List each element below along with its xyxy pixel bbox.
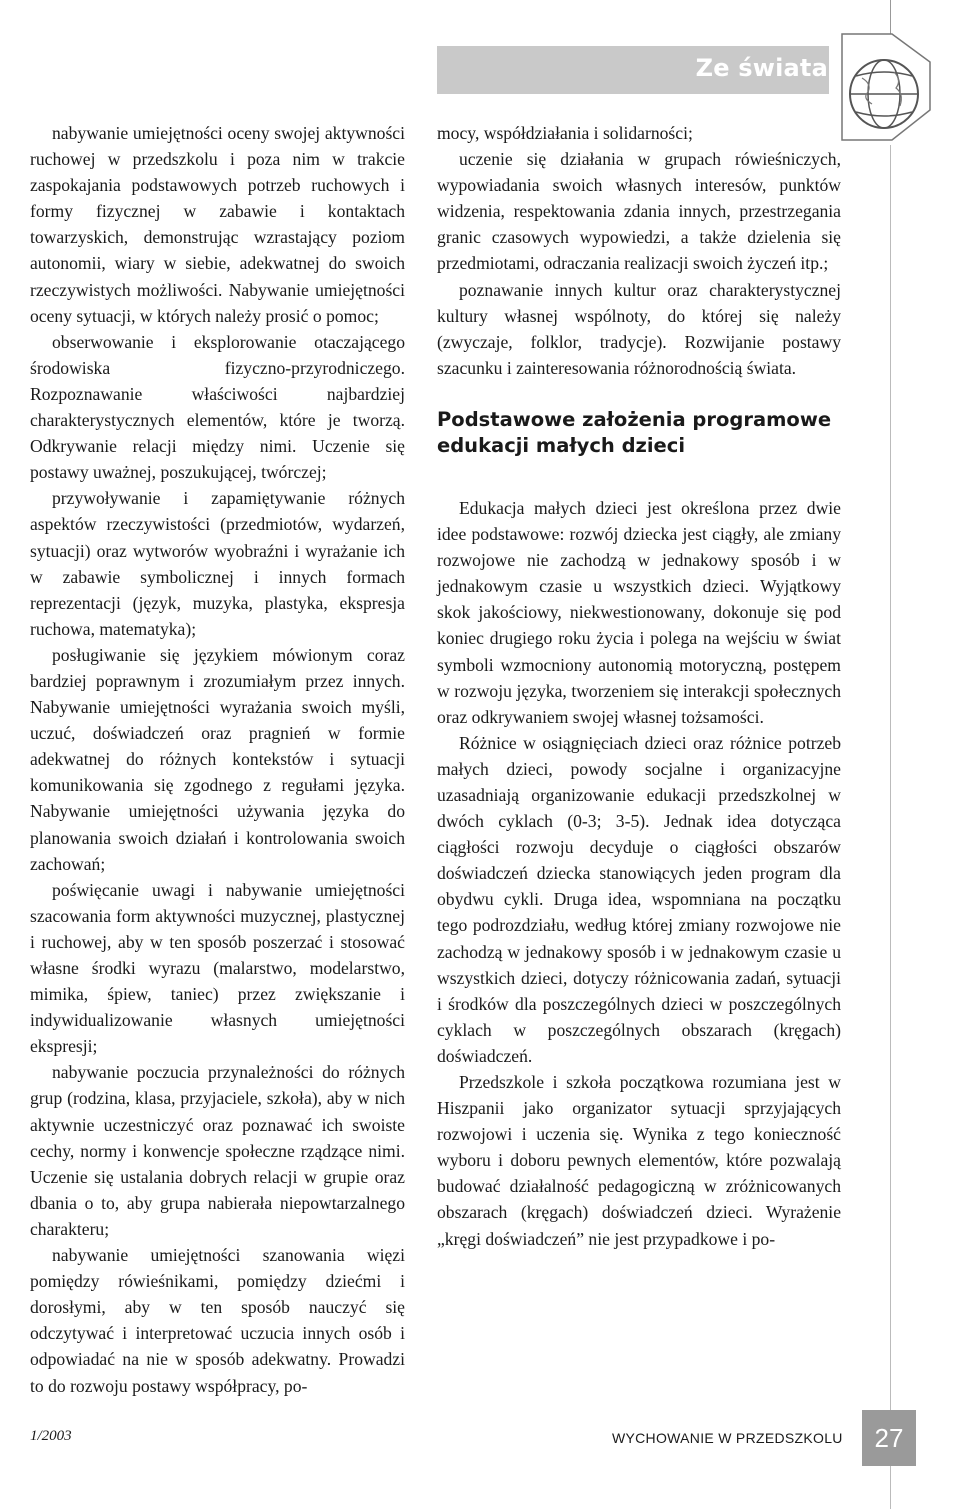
paragraph: Edukacja małych dzieci jest określona przez dwie idee podstawowe: rozwój dziecka jest ciągły, ale zmiany rozwojowe nie zachodzą w jednakowy sposób i w jednakowym czasie u wszystkich dzieci. Wyjątkowy skok jakościowy, niekwestionowany, dokonuje się pod koniec drugiego roku życia i polega na wejściu w świat symboli wzmocniony autonomią motoryczną, postępem w rozwoju języka, tworzeniem się interakcji społecznych oraz odkrywaniem swojej własnej tożsamości.: [437, 497, 841, 727]
paragraph: przywoływanie i zapamiętywanie różnych aspektów rzeczywistości (przedmiotów, wydarzeń, sytuacji) oraz wytworów wyobraźni i wyrażanie ich w zabawie symbolicznej i innych formach reprezentacji (język, muzyka, plastyka, ekspresja ruchowa, matematyka);: [30, 488, 405, 639]
paragraph: nabywanie umiejętności oceny swojej aktywności ruchowej w przedszkolu i poza nim w trakcie zaspokajania podstawowych potrzeb ruchowych i formy fizycznej w zabawie i kontaktach towarzyskich, demonstrując wzrastający poziom autonomii, wiary w siebie, adekwatnej do swoich rzeczywistych możliwości. Nabywanie umiejętności oceny sytuacji, w których należy prosić o pomoc;: [30, 123, 405, 326]
globe-icon: [832, 32, 932, 142]
paragraph: mocy, współdziałania i solidarności;: [437, 123, 693, 143]
paragraph: Przedszkole i szkoła początkowa rozumiana jest w Hiszpanii jako organizator sytuacji sprzyjających rozwojowi i uczenia się. Wynika z tego konieczność wyboru i doboru pewnych elementów, które pozwalają budować działalność pedagogiczną w zróżnicowanych obszarach (kręgach) doświadczeń dzieci. Wyrażenie „kręgi doświadczeń” nie jest przypadkowe i po-: [437, 1072, 841, 1249]
top-rule: [890, 0, 891, 34]
page-number: 27: [862, 1410, 916, 1466]
paragraph: posługiwanie się językiem mówionym coraz bardziej poprawnym i zrozumiałym przez innych. Nabywanie umiejętności wyrażania swoich myśli, uczuć, doświadczeń oraz pragnień w formie adekwatnej do różnych kontekstów i sytuacji komunikowania się zgodnego z regułami języka. Nabywanie umiejętności używania języka do planowania swoich działań i kontrolowania swoich zachowań;: [30, 644, 405, 874]
section-title: Ze świata: [695, 54, 828, 82]
paragraph: nabywanie poczucia przynależności do różnych grup (rodzina, klasa, przyjaciele, szkoła), aby w nich aktywnie uczestniczyć oraz poznawać ich swoiste cechy, normy i konwencje społeczne rządzące nimi. Uczenie się ustalania dobrych relacji w grupie oraz dbania o to, aby grupa nabierała niepowtarzalnego charakteru;: [30, 1062, 405, 1239]
issue-number: 1/2003: [30, 1428, 72, 1444]
paragraph: poznawanie innych kultur oraz charakterystycznej kultury własnej wspólnoty, do której się należy (zwyczaje, folklor, tradycje). Rozwijanie postawy szacunku i zainteresowania różnorodnością świata.: [437, 279, 841, 378]
paragraph: obserwowanie i eksplorowanie otaczającego środowiska fizyczno-przyrodniczego. Rozpoznawanie właściwości najbardziej charakterystycznych elementów, które je tworzą. Odkrywanie relacji między nimi. Uczenie się postawy uważnej, poszukującej, twórczej;: [30, 331, 405, 483]
right-column: [437, 120, 841, 1252]
right-margin-rule: [890, 145, 891, 1509]
paragraph: uczenie się działania w grupach rówieśniczych, wypowiadania swoich własnych interesów, punktów widzenia, respektowania zdania innych, przestrzegania granic czasowych wypowiedzi, a także dzielenia się przedmiotami, odraczania realizacji swoich życzeń itp.;: [437, 149, 841, 274]
journal-name: WYCHOWANIE W PRZEDSZKOLU: [612, 1430, 843, 1446]
section-heading: Podstawowe założenia programowe edukacji małych dzieci: [437, 407, 832, 457]
paragraph: Różnice w osiągnięciach dzieci oraz różnice potrzeb małych dzieci, powody socjalne i organizacyjne uzasadniają organizowanie edukacji przedszkolnej w dwóch cyklach (0-3; 3-5). Jednak idea dotycząca ciągłości rozwoju decyduje o ciągłości obszarów doświadczeń dziecka stanowiących jeden program dla obydwu cykli. Druga idea, wspomniana na początku tego podrozdziału, według której zmiany rozwojowe nie zachodzą w jednakowy sposób i w jednakowym czasie u wszystkich dzieci, dotyczy różnicowania zadań, sytuacji i środków dla poszczególnych dzieci w poszczególnych cyklach w poszczególnych obszarach (kręgach) doświadczeń.: [437, 732, 841, 1066]
left-column: [30, 120, 405, 1399]
paragraph: nabywanie umiejętności szanowania więzi pomiędzy rówieśnikami, pomiędzy dziećmi i dorosłymi, aby w ten sposób nauczyć się odczytywać i interpretować uczucia innych osób i odpowiadać na nie w sposób adekwatny. Prowadzi to do rozwoju postawy współpracy, po-: [30, 1245, 405, 1396]
paragraph: poświęcanie uwagi i nabywanie umiejętności szacowania form aktywności muzycznej, plastycznej i ruchowej, aby w ten sposób poszerzać i stosować własne środki wyrazu (malarstwo, modelarstwo, mimika, śpiew, taniec) przez zwiększanie i indywidualizowanie własnych umiejętności ekspresji;: [30, 879, 405, 1057]
